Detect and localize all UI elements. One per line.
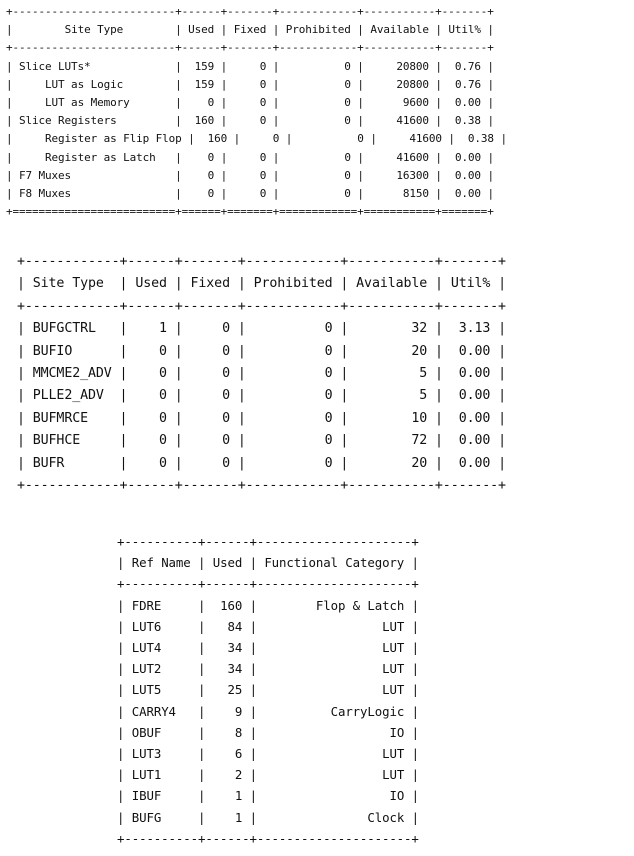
table-row: | Slice LUTs* | 159 | 0 | 0 | 20800 | 0.76 |: [6, 59, 494, 73]
table-row: | LUT4 | 34 | LUT |: [117, 640, 419, 656]
column-header-ref-name: Ref Name: [131, 555, 191, 571]
column-header-fixed: Fixed: [190, 276, 230, 292]
cell-functional-category: LUT: [382, 682, 405, 698]
cell-prohibited: 0: [344, 114, 351, 128]
cell-ref-name: LUT6: [131, 618, 162, 634]
cell-fixed: 0: [259, 77, 267, 91]
table-row: | IBUF | 1 | IO |: [117, 788, 419, 804]
column-header-site-type: Site Type: [32, 276, 104, 292]
cell-util: 0.00: [458, 388, 491, 404]
cell-prohibited: 0: [344, 168, 351, 182]
cell-used: 0: [158, 455, 167, 471]
cell-functional-category: LUT: [382, 661, 405, 677]
cell-used: 0: [207, 150, 215, 164]
table-row: | MMCME2_ADV | 0 | 0 | 0 | 5 | 0.00 |: [17, 366, 507, 382]
cell-fixed: 0: [222, 321, 230, 337]
cell-used: 25: [227, 682, 243, 698]
table-row: | FDRE | 160 | Flop & Latch |: [117, 597, 419, 613]
table-row: | BUFGCTRL | 1 | 0 | 0 | 32 | 3.13 |: [17, 321, 507, 337]
cell-available: 5: [419, 388, 428, 404]
cell-util: 0.00: [458, 433, 491, 449]
cell-util: 0.00: [458, 343, 491, 359]
cell-prohibited: 0: [344, 59, 351, 73]
cell-ref-name: LUT5: [131, 682, 162, 698]
cell-available: 41600: [396, 114, 429, 128]
cell-used: 34: [227, 661, 243, 677]
cell-available: 8150: [402, 187, 429, 201]
cell-available: 32: [411, 321, 428, 337]
cell-functional-category: CarryLogic: [330, 703, 405, 719]
table-row: | BUFG | 1 | Clock |: [117, 809, 419, 825]
cell-fixed: 0: [222, 455, 230, 471]
cell-util: 3.13: [458, 321, 491, 337]
cell-fixed: 0: [259, 96, 267, 110]
cell-fixed: 0: [259, 187, 267, 201]
cell-used: 9: [234, 703, 243, 719]
cell-fixed: 0: [272, 132, 280, 146]
cell-fixed: 0: [259, 59, 267, 73]
cell-site-type: Slice LUTs*: [19, 59, 91, 73]
cell-util: 0.00: [458, 366, 491, 382]
cell-util: 0.76: [454, 77, 481, 91]
column-header-used: Used: [135, 276, 167, 292]
column-header-functional-category: Functional Category: [264, 555, 405, 571]
cell-prohibited: 0: [324, 410, 333, 426]
cell-fixed: 0: [259, 114, 267, 128]
table-row: | OBUF | 8 | IO |: [117, 724, 419, 740]
table-row: | LUT2 | 34 | LUT |: [117, 661, 419, 677]
cell-used: 6: [234, 746, 243, 762]
cell-available: 16300: [396, 168, 429, 182]
cell-used: 0: [158, 343, 167, 359]
cell-fixed: 0: [222, 410, 230, 426]
table-row: | BUFIO | 0 | 0 | 0 | 20 | 0.00 |: [17, 343, 507, 359]
cell-site-type: Slice Registers: [19, 114, 117, 128]
table-row: | Register as Flip Flop | 160 | 0 | 0 | 41600 | 0.38 |: [6, 132, 507, 146]
table-row: | F8 Muxes | 0 | 0 | 0 | 8150 | 0.00 |: [6, 187, 494, 201]
cell-fixed: 0: [222, 366, 230, 382]
table-row: | Slice Registers | 160 | 0 | 0 | 41600 | 0.38 |: [6, 114, 494, 128]
column-header-site-type: Site Type: [64, 23, 124, 37]
cell-used: 160: [194, 114, 215, 128]
cell-site-type: BUFMRCE: [32, 410, 88, 426]
cell-used: 160: [220, 597, 243, 613]
column-header-util: Util%: [450, 276, 491, 292]
table-row: | LUT as Logic | 159 | 0 | 0 | 20800 | 0.76 |: [6, 77, 494, 91]
cell-ref-name: FDRE: [131, 597, 162, 613]
cell-ref-name: LUT2: [131, 661, 162, 677]
cell-site-type: F7 Muxes: [19, 168, 72, 182]
cell-available: 72: [411, 433, 428, 449]
cell-fixed: 0: [222, 433, 230, 449]
cell-functional-category: IO: [389, 788, 405, 804]
cell-functional-category: Flop & Latch: [315, 597, 405, 613]
cell-ref-name: LUT1: [131, 767, 162, 783]
cell-used: 34: [227, 640, 243, 656]
cell-used: 0: [207, 187, 215, 201]
cell-util: 0.00: [454, 96, 481, 110]
cell-prohibited: 0: [324, 433, 333, 449]
cell-prohibited: 0: [344, 187, 351, 201]
cell-available: 20: [411, 455, 428, 471]
cell-ref-name: IBUF: [131, 788, 162, 804]
column-header-fixed: Fixed: [233, 23, 267, 37]
table-row: | BUFR | 0 | 0 | 0 | 20 | 0.00 |: [17, 455, 507, 471]
cell-used: 159: [194, 59, 215, 73]
cell-used: 84: [227, 618, 243, 634]
cell-fixed: 0: [259, 168, 267, 182]
cell-prohibited: 0: [344, 96, 351, 110]
cell-used: 0: [158, 410, 167, 426]
cell-prohibited: 0: [324, 455, 333, 471]
cell-used: 159: [194, 77, 215, 91]
cell-site-type: BUFHCE: [32, 433, 81, 449]
cell-prohibited: 0: [324, 321, 333, 337]
cell-prohibited: 0: [324, 366, 333, 382]
primitives-table: +----------+------+---------------------+ | Ref Name | Used | Functional Category | +----------+------+---------------------+ | FDRE | 160 | Flop & Latch | | LUT6 | 84 | LUT | | LUT4 | 34 | LUT | | LUT2 | 34 | LUT | | LUT5 | 25 | LUT | | CARRY4 | 9 | CarryLogic | | OBUF | 8 | IO | | LUT3 | 6 | LUT | | LUT1 | 2 | LUT | | IBUF | 1 | IO | | BUFG | 1 | Clock | +----------+------+---------------------+: [117, 534, 419, 846]
column-header-util: Util%: [448, 23, 481, 37]
cell-used: 0: [158, 433, 167, 449]
cell-used: 1: [234, 788, 243, 804]
column-header-prohibited: Prohibited: [253, 276, 333, 292]
column-header-prohibited: Prohibited: [285, 23, 351, 37]
cell-prohibited: 0: [324, 388, 333, 404]
cell-available: 20: [411, 343, 428, 359]
cell-used: 2: [234, 767, 243, 783]
cell-available: 20800: [396, 77, 429, 91]
cell-used: 160: [207, 132, 228, 146]
cell-site-type: BUFR: [32, 455, 65, 471]
table-row: | LUT as Memory | 0 | 0 | 0 | 9600 | 0.00 |: [6, 96, 494, 110]
cell-site-type: LUT as Logic: [32, 77, 124, 91]
cell-functional-category: LUT: [382, 618, 405, 634]
cell-functional-category: LUT: [382, 746, 405, 762]
cell-used: 0: [207, 96, 215, 110]
cell-functional-category: Clock: [367, 809, 405, 825]
cell-site-type: BUFGCTRL: [32, 321, 96, 337]
cell-prohibited: 0: [344, 150, 351, 164]
column-header-used: Used: [212, 555, 243, 571]
cell-available: 10: [411, 410, 428, 426]
cell-prohibited: 0: [344, 77, 351, 91]
table-row: | Register as Latch | 0 | 0 | 0 | 41600 | 0.00 |: [6, 150, 494, 164]
table-row: | F7 Muxes | 0 | 0 | 0 | 16300 | 0.00 |: [6, 168, 494, 182]
cell-prohibited: 0: [324, 343, 333, 359]
cell-functional-category: LUT: [382, 640, 405, 656]
cell-util: 0.76: [454, 59, 481, 73]
cell-site-type: Register as Flip Flop: [32, 132, 182, 146]
cell-site-type: Register as Latch: [32, 150, 156, 164]
cell-used: 1: [158, 321, 167, 337]
cell-util: 0.00: [458, 410, 491, 426]
cell-available: 20800: [396, 59, 429, 73]
table-row: | LUT3 | 6 | LUT |: [117, 746, 419, 762]
cell-functional-category: IO: [389, 724, 405, 740]
cell-ref-name: BUFG: [131, 809, 162, 825]
table-row: | PLLE2_ADV | 0 | 0 | 0 | 5 | 0.00 |: [17, 388, 507, 404]
cell-available: 41600: [396, 150, 429, 164]
cell-prohibited: 0: [357, 132, 364, 146]
clocking-utilization-table: +------------+------+-------+------------+-----------+-------+ | Site Type | Used | Fixed | Prohibited | Available | Util% | +------------+------+-------+------------+-----------+-------+ | BUFGCTRL | 1 | 0 | 0 | 32 | 3.13 | | BUFIO | 0 | 0 | 0 | 20 | 0.00 | | MMCME2_ADV | 0 | 0 | 0 | 5 | 0.00 | | PLLE2_ADV | 0 | 0 | 0 | 5 | 0.00 | | BUFMRCE | 0 | 0 | 0 | 10 | 0.00 | | BUFHCE | 0 | 0 | 0 | 72 | 0.00 | | BUFR | 0 | 0 | 0 | 20 | 0.00 | +------------+------+-------+------------+-----------+-------+: [17, 254, 507, 494]
cell-util: 0.00: [458, 455, 491, 471]
column-header-available: Available: [370, 23, 429, 37]
cell-ref-name: LUT4: [131, 640, 162, 656]
cell-used: 0: [207, 168, 215, 182]
cell-fixed: 0: [222, 388, 230, 404]
cell-ref-name: LUT3: [131, 746, 162, 762]
cell-util: 0.00: [454, 168, 481, 182]
table-row: | BUFHCE | 0 | 0 | 0 | 72 | 0.00 |: [17, 433, 507, 449]
cell-available: 9600: [402, 96, 429, 110]
cell-fixed: 0: [222, 343, 230, 359]
cell-util: 0.00: [454, 150, 481, 164]
cell-used: 1: [234, 809, 243, 825]
cell-available: 41600: [409, 132, 442, 146]
cell-fixed: 0: [259, 150, 267, 164]
cell-functional-category: LUT: [382, 767, 405, 783]
cell-used: 0: [158, 366, 167, 382]
cell-site-type: MMCME2_ADV: [32, 366, 112, 382]
table-row: | BUFMRCE | 0 | 0 | 0 | 10 | 0.00 |: [17, 410, 507, 426]
column-header-available: Available: [356, 276, 428, 292]
table-row: | LUT1 | 2 | LUT |: [117, 767, 419, 783]
site-utilization-table: +-------------------------+------+-------+------------+-----------+-------+ | Site Type | Used | Fixed | Prohibited | Available | Util% | +-------------------------+------+-------+------------+-----------+-------+ | Slice LUTs* | 159 | 0 | 0 | 20800 | 0.76 | | LUT as Logic | 159 | 0 | 0 | 20800 | 0.76 | | LUT as Memory | 0 | 0 | 0 | 9600 | 0.00 | | Slice Registers | 160 | 0 | 0 | 41600 | 0.38 | | Register as Flip Flop | 160 | 0 | 0 | 41600 | 0.38 | | Register as Latch | 0 | 0 | 0 | 41600 | 0.00 | | F7 Muxes | 0 | 0 | 0 | 16300 | 0.00 | | F8 Muxes | 0 | 0 | 0 | 8150 | 0.00 | +=========================+======+=======+============+===========+=======+: [6, 5, 507, 219]
cell-available: 5: [419, 366, 428, 382]
cell-util: 0.38: [467, 132, 494, 146]
column-header-used: Used: [188, 23, 215, 37]
cell-used: 8: [234, 724, 243, 740]
cell-ref-name: CARRY4: [131, 703, 176, 719]
cell-util: 0.38: [454, 114, 481, 128]
cell-used: 0: [158, 388, 167, 404]
cell-site-type: F8 Muxes: [19, 187, 72, 201]
table-row: | CARRY4 | 9 | CarryLogic |: [117, 703, 419, 719]
table-row: | LUT5 | 25 | LUT |: [117, 682, 419, 698]
cell-site-type: BUFIO: [32, 343, 73, 359]
cell-util: 0.00: [454, 187, 481, 201]
table-row: | LUT6 | 84 | LUT |: [117, 618, 419, 634]
cell-site-type: PLLE2_ADV: [32, 388, 104, 404]
cell-site-type: LUT as Memory: [32, 96, 130, 110]
cell-ref-name: OBUF: [131, 724, 162, 740]
